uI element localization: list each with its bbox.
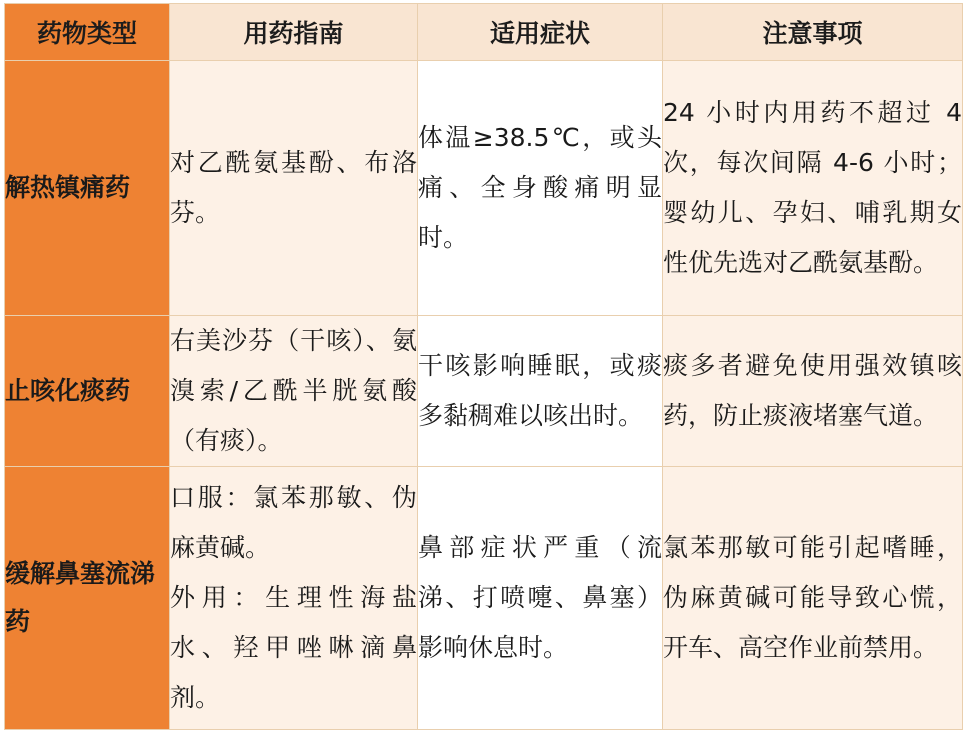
row-symptoms: 体温≥38.5℃，或头痛、全身酸痛明显时。	[418, 61, 663, 316]
header-drug-type: 药物类型	[5, 4, 170, 61]
row-notes: 氯苯那敏可能引起嗜睡，伪麻黄碱可能导致心慌，开车、高空作业前禁用。	[663, 467, 963, 730]
table-header-row	[5, 4, 963, 61]
medication-guide-table	[4, 3, 963, 730]
row-guide	[170, 61, 418, 316]
table-row	[5, 316, 963, 467]
table-row	[5, 467, 963, 730]
guide-text-external: 外用：生理性海盐水、羟甲唑啉滴鼻剂。	[170, 583, 417, 712]
row-guide	[170, 467, 418, 730]
guide-text-oral: 口服：氯苯那敏、伪麻黄碱。	[170, 483, 417, 562]
table-row	[5, 61, 963, 316]
row-symptoms: 鼻部症状严重（流涕、打喷嚏、鼻塞）影响休息时。	[418, 467, 663, 730]
row-notes: 24 小时内用药不超过 4 次，每次间隔 4-6 小时；婴幼儿、孕妇、哺乳期女性优先选对乙酰氨基酚。	[663, 61, 963, 316]
header-symptoms: 适用症状	[418, 4, 663, 61]
guide-text: 右美沙芬（干咳）、氨溴索/乙酰半胱氨酸（有痰）。	[170, 326, 417, 455]
row-symptoms: 干咳影响睡眠，或痰多黏稠难以咳出时。	[418, 316, 663, 467]
row-guide	[170, 316, 418, 467]
row-category: 解热镇痛药	[5, 61, 170, 316]
row-category: 止咳化痰药	[5, 316, 170, 467]
guide-text: 对乙酰氨基酚、布洛芬。	[170, 148, 417, 227]
row-notes: 痰多者避免使用强效镇咳药，防止痰液堵塞气道。	[663, 316, 963, 467]
header-notes: 注意事项	[663, 4, 963, 61]
row-category: 缓解鼻塞流涕药	[5, 467, 170, 730]
header-usage-guide: 用药指南	[170, 4, 418, 61]
